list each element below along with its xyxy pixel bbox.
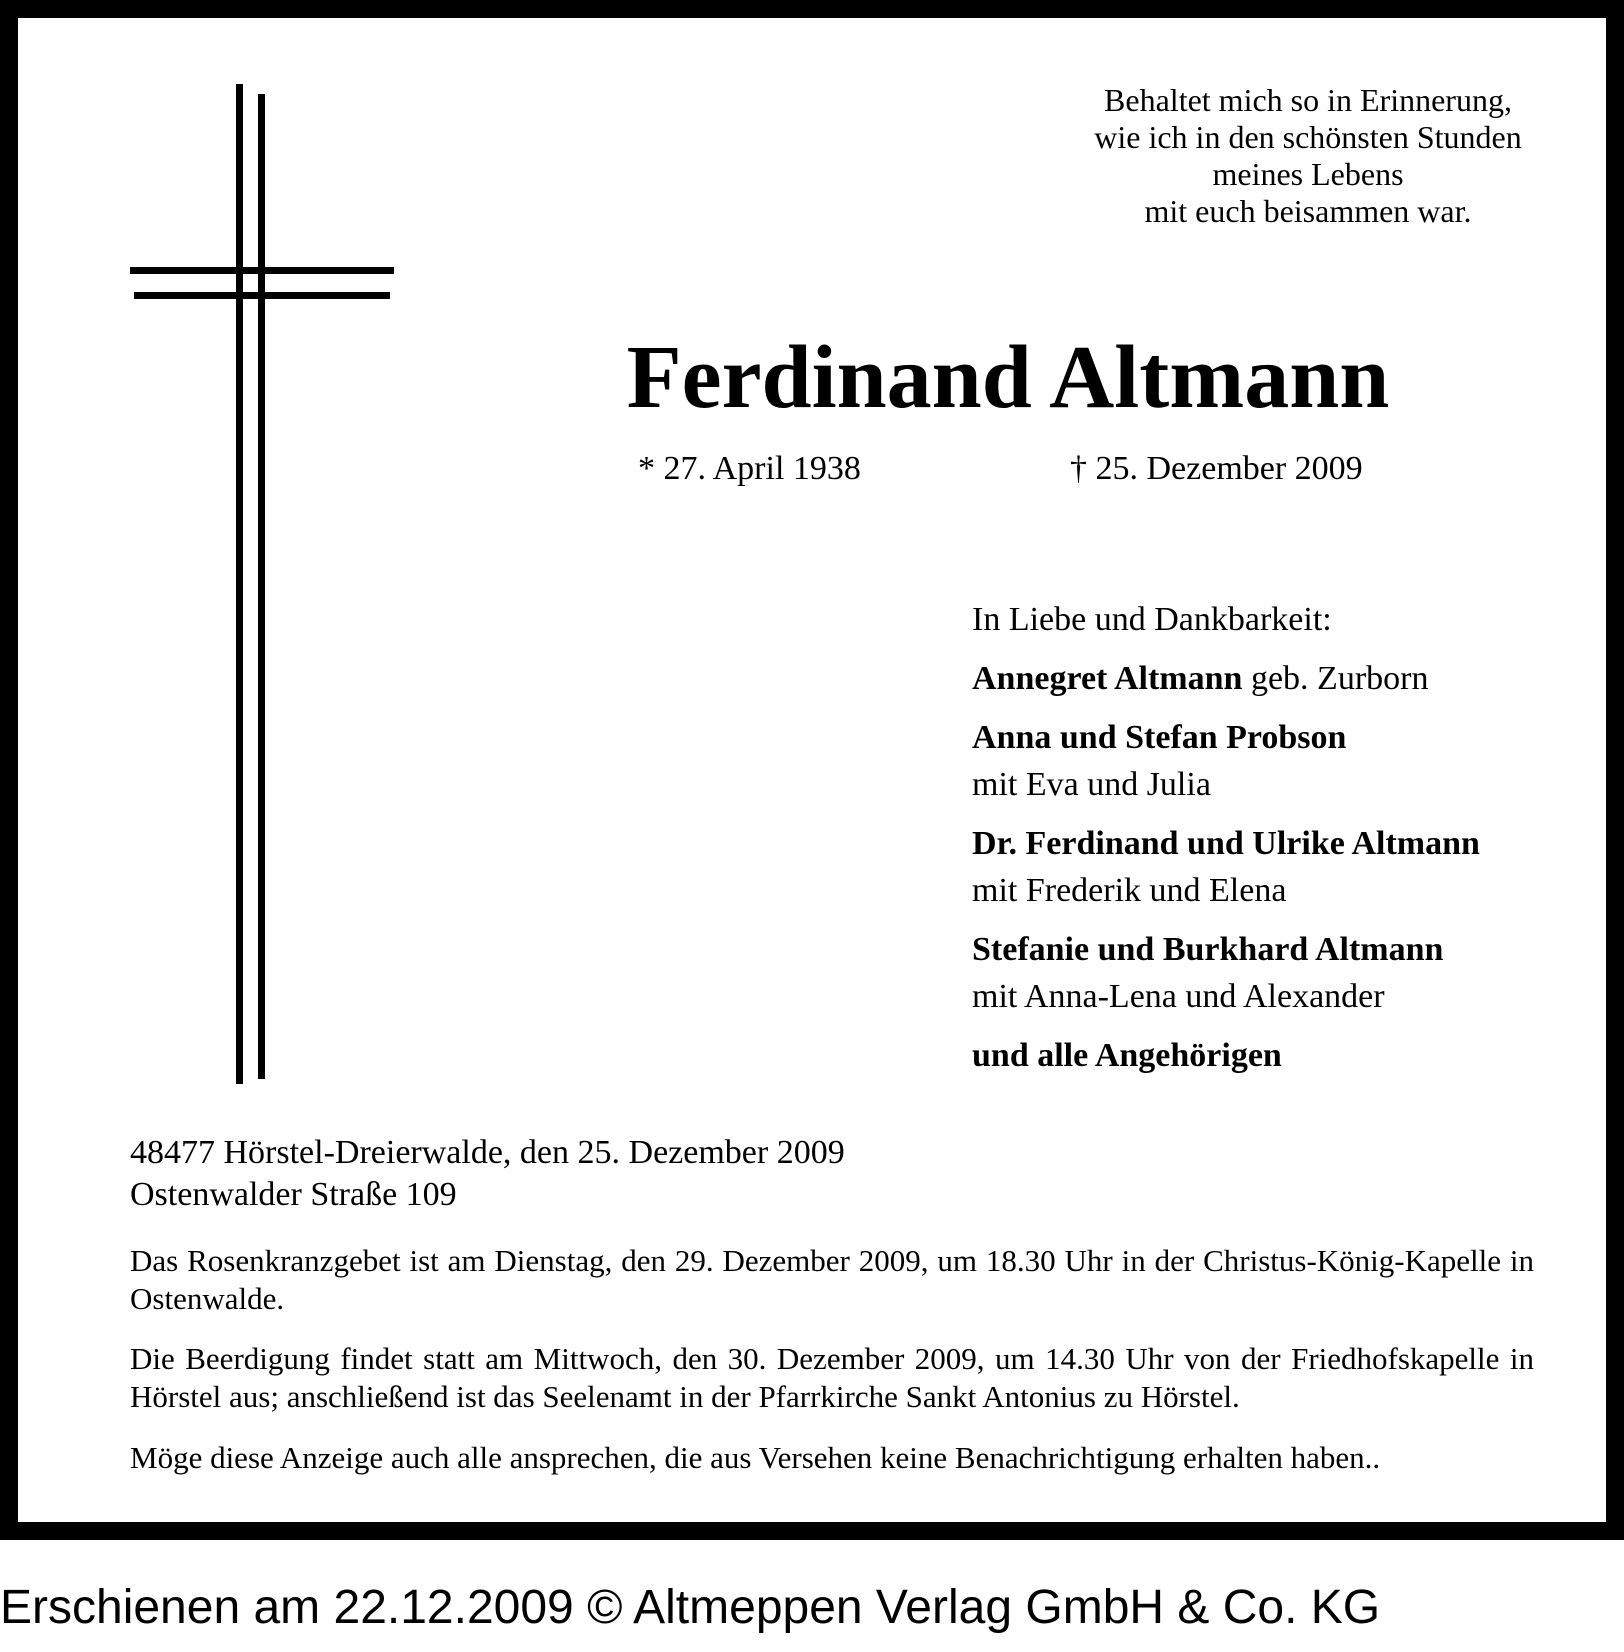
publication-footer: Erschienen am 22.12.2009 © Altmeppen Verlag GmbH & Co. KG xyxy=(0,1581,1381,1634)
rosary-notice: Das Rosenkranzgebet ist am Dienstag, den 29. Dezember 2009, um 18.30 Uhr in der Christus-König-Kapelle in Ostenwalde. xyxy=(130,1243,1534,1316)
motto-line: wie ich in den schönsten Stunden xyxy=(1094,119,1522,155)
motto-line: meines Lebens xyxy=(1212,156,1404,192)
address-line: 48477 Hörstel-Dreierwalde, den 25. Dezember 2009 xyxy=(130,1134,845,1171)
deceased-name: Ferdinand Altmann xyxy=(626,328,1390,427)
funeral-notice: Die Beerdigung findet statt am Mittwoch, den 30. Dezember 2009, um 14.30 Uhr von der Friedhofskapelle in Hörstel aus; anschließend ist das Seelenamt in der Pfarrkirche Sankt Antonius zu Hörstel. xyxy=(130,1341,1534,1414)
mourners-intro: In Liebe und Dankbarkeit: xyxy=(972,601,1332,638)
motto-quote xyxy=(1018,82,1598,230)
motto-line: mit euch beisammen war. xyxy=(1144,193,1472,229)
general-notice: Möge diese Anzeige auch alle ansprechen, die aus Versehen keine Benachrichtigung erhalten haben.. xyxy=(130,1440,1381,1475)
mourner-widow xyxy=(972,655,1612,702)
family-children: mit Eva und Julia xyxy=(972,766,1211,803)
mourner-family xyxy=(972,926,1612,1020)
address-line: Ostenwalder Straße 109 xyxy=(130,1176,457,1213)
mourner-family xyxy=(972,714,1612,808)
address-block xyxy=(130,1132,845,1216)
family-children: mit Frederik und Elena xyxy=(972,872,1287,909)
family-name: Anna und Stefan Probson xyxy=(972,719,1347,756)
family-name: Dr. Ferdinand und Ulrike Altmann xyxy=(972,825,1480,862)
widow-maiden-name: geb. Zurborn xyxy=(1242,660,1429,697)
cross-icon xyxy=(130,84,394,1084)
family-children: mit Anna-Lena und Alexander xyxy=(972,978,1385,1015)
motto-line: Behaltet mich so in Erinnerung, xyxy=(1104,82,1512,118)
family-name: Stefanie und Burkhard Altmann xyxy=(972,931,1444,968)
widow-name: Annegret Altmann xyxy=(972,660,1243,697)
mourner-family xyxy=(972,820,1612,914)
birth-date: * 27. April 1938 xyxy=(638,450,861,487)
death-date: † 25. Dezember 2009 xyxy=(1070,450,1363,487)
mourners-list xyxy=(972,596,1612,1079)
mourners-closing: und alle Angehörigen xyxy=(972,1037,1282,1074)
